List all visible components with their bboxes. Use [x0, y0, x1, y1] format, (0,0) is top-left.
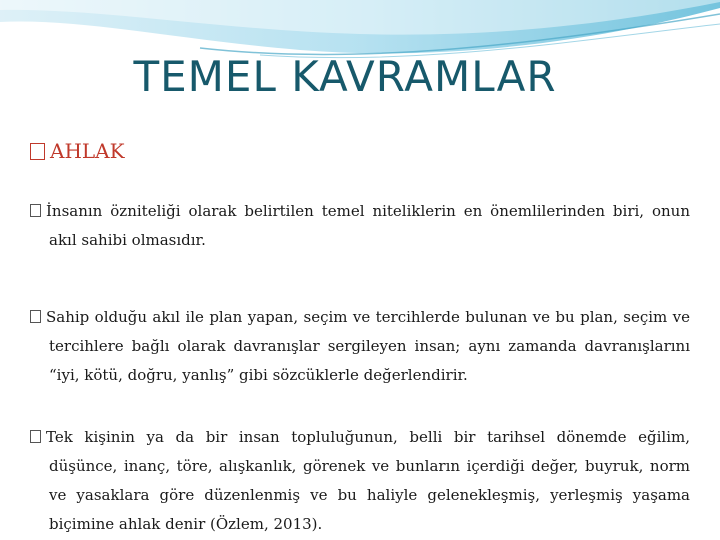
- paragraph-text: “iyi, kötü, doğru, yanlış” gibi sözcüklerle değerlendirir.: [49, 366, 468, 384]
- bullet-box-icon: [30, 430, 41, 443]
- paragraph-text: düşünce, inanç, töre, alışkanlık, görenek ve bunların içerdiği değer, buyruk, norm: [49, 457, 690, 475]
- paragraph-text: Tek kişinin ya da bir insan topluluğunun, belli bir tarihsel dönemde eğilim,: [46, 428, 690, 446]
- paragraph-text: Sahip olduğu akıl ile plan yapan, seçim ve tercihlerde bulunan ve bu plan, seçim ve: [46, 308, 690, 326]
- paragraph-3: [30, 423, 690, 539]
- section-heading: [30, 139, 125, 163]
- paragraph-text: akıl sahibi olmasıdır.: [49, 231, 206, 249]
- paragraph-text: tercihlere bağlı olarak davranışlar sergileyen insan; aynı zamanda davranışlarını: [49, 337, 690, 355]
- bullet-box-icon: [30, 310, 41, 323]
- paragraph-2: [30, 303, 690, 390]
- bullet-box-icon: [30, 143, 45, 160]
- paragraph-text: İnsanın özniteliği olarak belirtilen temel niteliklerin en önemlilerinden biri, onun: [46, 202, 690, 220]
- bullet-box-icon: [30, 204, 41, 217]
- slide-title: TEMEL KAVRAMLAR: [133, 52, 557, 101]
- paragraph-line: [30, 303, 690, 332]
- paragraph-line: [30, 197, 690, 226]
- paragraph-1: [30, 197, 690, 255]
- paragraph-text: biçimine ahlak denir (Özlem, 2013).: [49, 515, 323, 533]
- paragraph-text: ve yasaklara göre düzenlenmiş ve bu haliyle gelenekleşmiş, yerleşmiş yaşama: [49, 486, 690, 504]
- paragraph-line: [30, 423, 690, 452]
- section-heading-label: AHLAK: [50, 139, 125, 163]
